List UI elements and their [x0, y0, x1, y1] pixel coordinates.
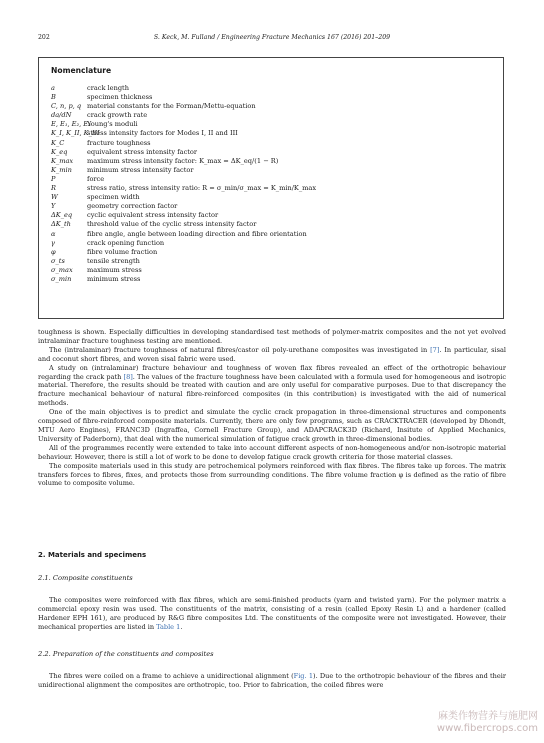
nomenclature-symbol: γ — [51, 238, 55, 247]
nomenclature-entry — [51, 193, 491, 202]
nomenclature-title: Nomenclature — [51, 66, 112, 75]
nomenclature-entry — [51, 175, 491, 184]
nomenclature-list — [51, 84, 491, 284]
nomenclature-symbol: α — [51, 229, 56, 238]
nomenclature-symbol: ΔK_eq — [51, 211, 73, 220]
running-header — [38, 34, 506, 44]
nomenclature-definition: stress ratio, stress intensity ratio: R = σ_min/σ_max = K_min/K_max — [87, 184, 317, 193]
table-link[interactable]: Table 1 — [156, 622, 181, 631]
paragraph: The (intralaminar) fracture toughness of natural fibres/castor oil poly-urethane composites was investigated in [7]. In particular, sisal and coconut short fibres, and woven sisal fabric were used. — [38, 345, 506, 363]
nomenclature-definition: crack growth rate — [87, 111, 148, 120]
nomenclature-definition: cyclic equivalent stress intensity factor — [87, 211, 219, 220]
nomenclature-definition: fibre volume fraction — [87, 247, 158, 256]
paragraph: One of the main objectives is to predict and simulate the cyclic crack propagation in three-dimensional structures and components composed of fibre-reinforced composite materials. Currently, there are only few programs, such as CRACKTRACER (developed by Dhondt, MTU Aero Engines), FRANC3D (Ingraffea, Cornell Fracture Group), and ADAPCRACK3D (Richard, Insitute of Applied Mechanics, University of Paderborn), that deal with the numerical simulation of fatigue crack growth in three-dimensional bodies. — [38, 408, 506, 443]
nomenclature-symbol: E, E₁, E₂, E₃ — [51, 120, 91, 129]
nomenclature-symbol: K_min — [51, 165, 72, 174]
paragraph: All of the programmes recently were extended to take into account different aspects of non-homogeneous and/or non-isotropic material behaviour. However, there is still a lot of work to be done to develop fatigue crack growth criteria for those material classes. — [38, 443, 506, 461]
nomenclature-symbol: a — [51, 84, 55, 92]
citation-link[interactable]: [7] — [430, 345, 440, 354]
nomenclature-entry — [51, 93, 491, 102]
nomenclature-definition: maximum stress intensity factor: K_max = ΔK_eq/(1 − R) — [87, 156, 279, 165]
nomenclature-definition: Young's moduli — [87, 120, 138, 129]
nomenclature-symbol: K_I, K_II, K_III — [51, 129, 100, 138]
nomenclature-definition: stress intensity factors for Modes I, II and III — [87, 129, 238, 138]
nomenclature-definition: crack length — [87, 84, 129, 92]
nomenclature-entry — [51, 102, 491, 111]
nomenclature-definition: fibre angle, angle between loading direction and fibre orientation — [87, 229, 307, 238]
nomenclature-entry — [51, 166, 491, 175]
nomenclature-definition: material constants for the Forman/Mettu-equation — [87, 102, 256, 111]
nomenclature-entry — [51, 248, 491, 257]
paragraph: A study on (intralaminar) fracture behaviour and toughness of woven flax fibres revealed an effect of the orthotropic behaviour regarding the crack path [8]. The values of the fracture toughness have been calculated with a formula used for homogeneous and isotropic material. Therefore, the results should be treated with caution and are only useful for comparative purposes. Due to that discrepancy the fracture mechanical behaviour of natural fibre-reinforced composites (in this contribution) is investigated with the aid of numerical methods. — [38, 363, 506, 408]
nomenclature-entry — [51, 139, 491, 148]
citation-link[interactable]: [8] — [123, 372, 133, 381]
nomenclature-symbol: K_eq — [51, 147, 68, 156]
paragraph: The composite materials used in this study are petrochemical polymers reinforced with flax fibres. The fibres take up forces. The matrix transfers forces to fibres, fixes, and protects those from surrounding conditions. The fibre volume fraction φ is defined as the ratio of fibre volume to composite volume. — [38, 461, 506, 488]
nomenclature-definition: tensile strength — [87, 256, 140, 265]
nomenclature-symbol: C, n, p, q — [51, 102, 82, 111]
section-2-1-text — [38, 596, 506, 632]
nomenclature-entry — [51, 220, 491, 229]
subsection-heading: 2.2. Preparation of the constituents and composites — [38, 650, 214, 658]
nomenclature-definition: maximum stress — [87, 265, 142, 274]
running-title: S. Keck, M. Fulland / Engineering Fracture Mechanics 167 (2016) 201–209 — [153, 34, 391, 41]
nomenclature-definition: specimen thickness — [87, 93, 153, 102]
paragraph: The fibres were coiled on a frame to achieve a unidirectional alignment (Fig. 1). Due to the orthotropic behaviour of the fibres and their unidirectional alignment the composites are orthotropic, too. Prior to fabrication, the coiled fibres were — [38, 672, 506, 689]
nomenclature-entry — [51, 239, 491, 248]
nomenclature-entry — [51, 84, 491, 93]
intro-text — [38, 328, 506, 488]
paragraph: The composites were reinforced with flax fibres, which are semi-finished products (yarn and twisted yarn). For the polymer matrix a commercial epoxy resin was used. The constituents of the matrix, consisting of a resin (called Epoxy Resin L) and a hardener (called Hardener EPH 161), are produced by R&G fibre composites Ltd. The constituents of the composite were not investigated. However, their mechanical properties are listed in Table 1. — [38, 596, 506, 631]
nomenclature-entry — [51, 111, 491, 120]
section-heading: 2. Materials and specimens — [38, 551, 147, 559]
nomenclature-definition: minimum stress intensity factor — [87, 165, 194, 174]
nomenclature-entry — [51, 157, 491, 166]
nomenclature-box — [38, 57, 504, 319]
nomenclature-symbol: σ_ts — [51, 256, 65, 265]
nomenclature-definition: minimum stress — [87, 274, 141, 283]
nomenclature-symbol: Y — [51, 202, 56, 211]
nomenclature-definition: specimen width — [87, 193, 140, 202]
page-number: 202 — [38, 34, 50, 41]
nomenclature-definition: threshold value of the cyclic stress intensity factor — [87, 220, 257, 229]
nomenclature-definition: geometry correction factor — [87, 202, 178, 211]
nomenclature-definition: equivalent stress intensity factor — [87, 147, 198, 156]
nomenclature-symbol: da/dN — [51, 111, 72, 120]
nomenclature-symbol: P — [51, 174, 56, 183]
watermark: 麻类作物营养与施肥网 www.fibercrops.com — [436, 711, 538, 734]
paragraph: toughness is shown. Especially difficulties in developing standardised test methods of polymer-matrix composites and the not yet evolved intralaminar fracture toughness testing are mentioned. — [38, 328, 506, 345]
subsection-heading: 2.1. Composite constituents — [38, 574, 133, 582]
nomenclature-entry — [51, 120, 491, 129]
nomenclature-symbol: B — [51, 93, 56, 102]
nomenclature-symbol: K_C — [51, 138, 65, 147]
nomenclature-entry — [51, 266, 491, 275]
nomenclature-entry — [51, 230, 491, 239]
nomenclature-entry — [51, 129, 491, 138]
nomenclature-definition: fracture toughness — [87, 138, 151, 147]
nomenclature-entry — [51, 257, 491, 266]
section-2-2-text — [38, 672, 506, 690]
figure-link[interactable]: Fig. 1 — [293, 672, 314, 680]
nomenclature-symbol: φ — [51, 247, 56, 256]
nomenclature-entry — [51, 148, 491, 157]
nomenclature-symbol: R — [51, 184, 56, 193]
nomenclature-symbol: σ_max — [51, 265, 73, 274]
nomenclature-symbol: W — [51, 193, 58, 202]
nomenclature-symbol: K_max — [51, 156, 74, 165]
nomenclature-symbol: ΔK_th — [51, 220, 71, 229]
nomenclature-definition: crack opening function — [87, 238, 165, 247]
nomenclature-entry — [51, 211, 491, 220]
nomenclature-definition: force — [87, 174, 105, 183]
nomenclature-entry — [51, 275, 491, 284]
nomenclature-entry — [51, 184, 491, 193]
nomenclature-entry — [51, 202, 491, 211]
nomenclature-symbol: σ_min — [51, 274, 72, 283]
